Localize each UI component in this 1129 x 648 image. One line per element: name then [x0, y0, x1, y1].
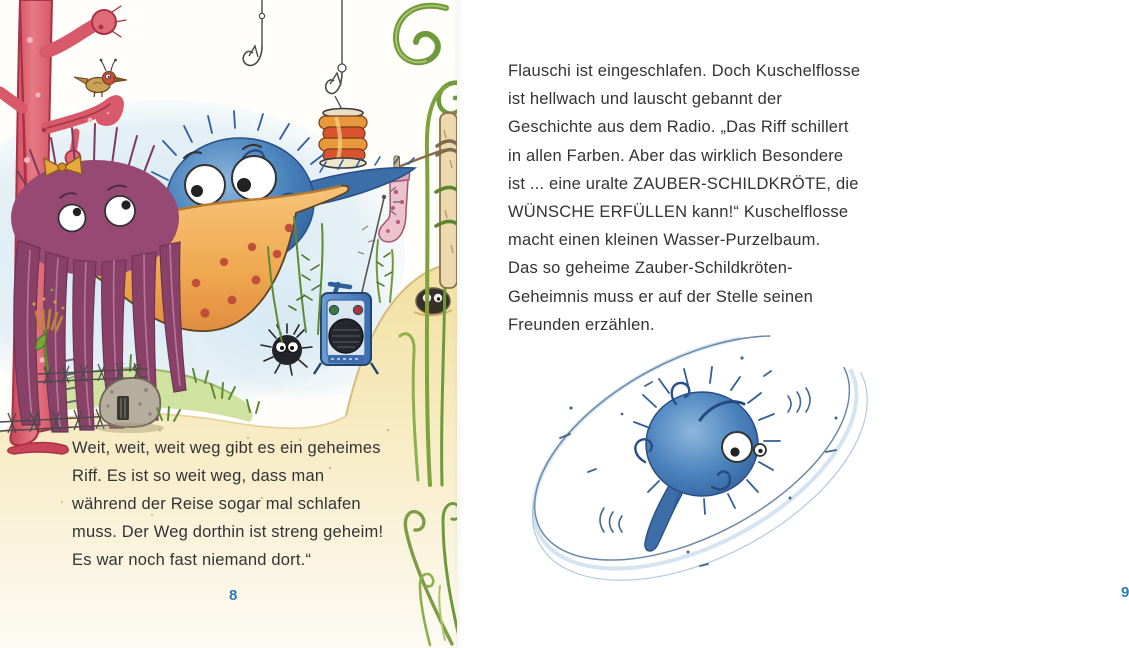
left-page-number: 8 — [229, 587, 238, 604]
story-line: während der Reise sogar mal schlafen — [72, 495, 361, 513]
story-line: Weit, weit, weit weg gibt es ein geheimes — [72, 439, 381, 457]
story-line: in allen Farben. Aber das wirklich Besondere — [508, 146, 844, 165]
tumbling-fish — [634, 367, 780, 551]
story-line: macht einen kleinen Wasser-Purzelbaum. — [508, 231, 821, 250]
story-line: Es war noch fast niemand dort.“ — [72, 551, 312, 569]
right-page — [457, 0, 1129, 648]
left-text-block — [72, 434, 422, 574]
story-line: Riff. Es ist so weit weg, dass man — [72, 467, 325, 485]
story-line: Das so geheime Zauber-Schildkröten- — [508, 259, 793, 278]
story-line: Freunden erzählen. — [508, 315, 655, 334]
story-line: Geschichte aus dem Radio. „Das Riff schillert — [508, 118, 849, 137]
motion-marks — [560, 356, 838, 566]
bird — [74, 59, 127, 97]
fish-fur — [634, 367, 780, 514]
story-line: Flauschi ist eingeschlafen. Doch Kuschelflosse — [508, 62, 861, 80]
left-page — [0, 0, 457, 648]
clothesline-post — [436, 113, 457, 288]
story-line: ist hellwach und lauscht gebannt der — [508, 90, 783, 109]
story-line: ist ... eine uralte ZAUBER-SCHILDKRÖTE, die — [508, 174, 859, 193]
right-text-block — [508, 57, 868, 339]
story-line: Geheimnis muss er auf der Stelle seinen — [508, 287, 813, 306]
lantern — [319, 96, 367, 168]
right-page-number: 9 — [1121, 584, 1129, 601]
story-line: muss. Der Weg dorthin ist streng geheim! — [72, 523, 384, 541]
story-line: WÜNSCHE ERFÜLLEN kann!“ Kuschelflosse — [508, 203, 849, 222]
